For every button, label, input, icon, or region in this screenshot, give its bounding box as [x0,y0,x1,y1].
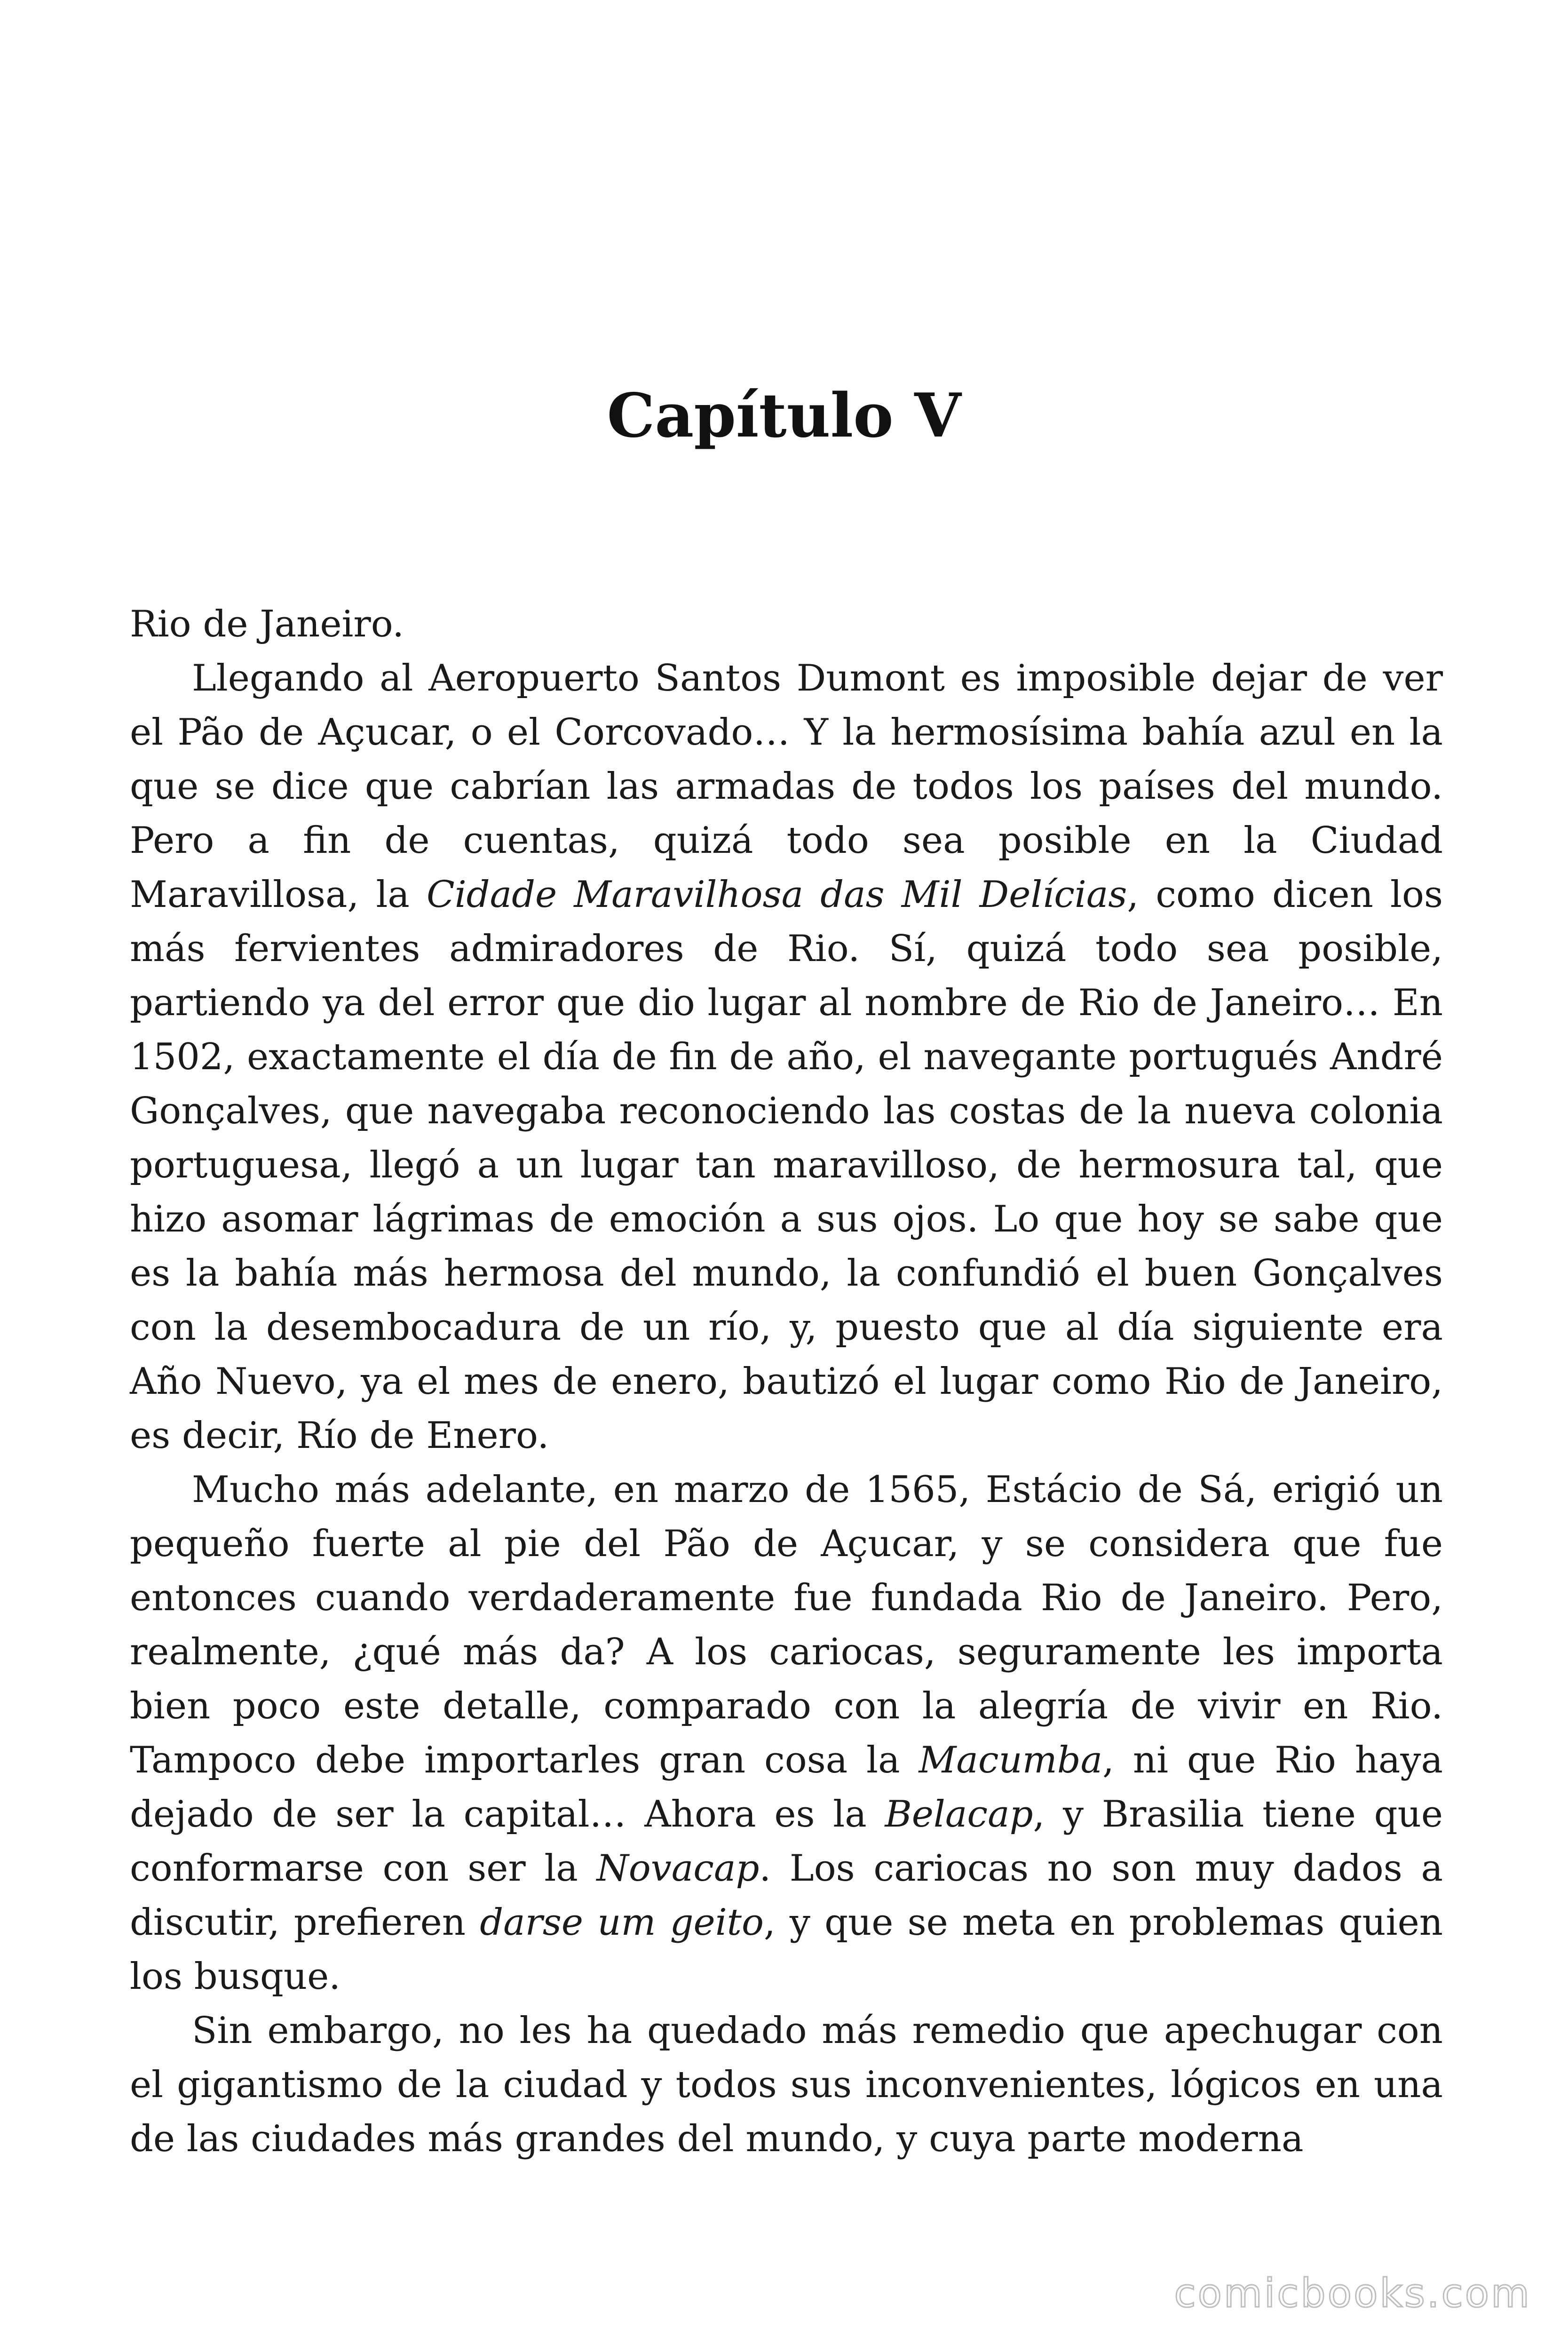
text-segment: Llegando al Aeropuerto Santos Dumont es imposible dejar de ver el Pão de Açucar, o el Corcovado… Y la hermosísima bahía azul en la que se dice que cabrían las armadas de todos los países del mundo. Pero a fin de cuentas, quizá todo sea posible en la Ciudad Maravillosa, la [130,657,1443,916]
paragraph [130,597,1443,652]
text-segment: , ni que Rio haya dejado de ser la capital… Ahora es la [130,1739,1443,1836]
italic-segment: Belacap [885,1793,1033,1836]
text-segment: Sin embargo, no les ha quedado más remedio que apechugar con el gigantismo de la ciudad y todos sus inconvenientes, lógicos en una de las ciudades más grandes del mundo, y cuya parte moderna [130,2010,1443,2160]
paragraph [130,652,1443,1463]
italic-segment: Macumba [919,1739,1103,1781]
text-segment: , como dicen los más fervientes admiradores de Rio. Sí, quizá todo sea posible, partiendo ya del error que dio lugar al nombre de Rio de Janeiro… En 1502, exactamente el día de fin de año, el navegante portugués André Gonçalves, que navegaba reconociendo las costas de la nueva colonia portuguesa, llegó a un lugar tan maravilloso, de hermosura tal, que hizo asomar lágrimas de emoción a sus ojos. Lo que hoy se sabe que es la bahía más hermosa del mundo, la confundió el buen Gonçalves con la desembocadura de un río, y, puesto que al día siguiente era Año Nuevo, ya el mes de enero, bautizó el lugar como Rio de Janeiro, es decir, Río de Enero. [130,874,1443,1457]
text-segment: Mucho más adelante, en marzo de 1565, Estácio de Sá, erigió un pequeño fuerte al pie del Pão de Açucar, y se considera que fue entonces cuando verdaderamente fue fundada Rio de Janeiro. Pero, realmente, ¿qué más da? A los cariocas, seguramente les importa bien poco este detalle, comparado con la alegría de vivir en Rio. Tampoco debe importarles gran cosa la [130,1469,1443,1781]
text-segment: . Los cariocas no son muy dados a discutir, prefieren [130,1847,1443,1944]
text-segment: Rio de Janeiro. [130,603,404,645]
italic-segment: Novacap [596,1847,760,1890]
text-segment: , y que se meta en problemas quien los busque. [130,1901,1443,1998]
paragraph [130,1463,1443,2004]
italic-segment: darse um geito [480,1901,764,1944]
italic-segment: Cidade Maravilhosa das Mil Delícias [427,874,1127,916]
text-segment: , y Brasilia tiene que conformarse con ser la [130,1793,1443,1890]
watermark: comicbooks.com [1174,2270,1531,2316]
paragraph [130,2004,1443,2166]
chapter-body [130,597,1443,2166]
chapter-title: Capítulo V [607,381,961,451]
